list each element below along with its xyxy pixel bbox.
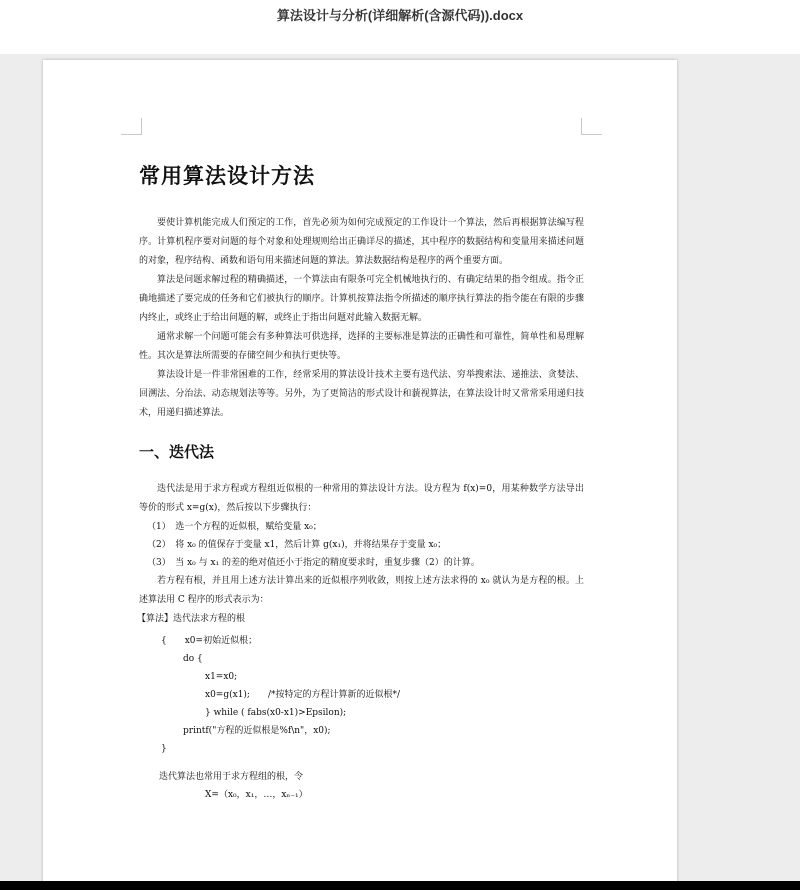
document-heading: 常用算法设计方法 bbox=[139, 163, 315, 188]
document-title: 算法设计与分析(详细解析(含源代码)).docx bbox=[276, 8, 524, 23]
intro-paragraph: 算法是问题求解过程的精确描述，一个算法由有限条可完全机械地执行的、有确定结果的指令组成。指令正确地描述了要完成的任务和它们被执行的顺序。计算机按算法指令所描述的顺序执行算法的指令能在有限的步骤内终止，或终止于给出问题的解，或终止于指出问题对此输入数据无解。 bbox=[139, 275, 584, 323]
document-page bbox=[43, 60, 677, 890]
intro-paragraph: 要使计算机能完成人们预定的工作，首先必须为如何完成预定的工作设计一个算法，然后再根据算法编写程序。计算机程序要对问题的每个对象和处理规则给出正确详尽的描述，其中程序的数据结构和变量用来描述问题的对象，程序结构、函数和语句用来描述问题的算法。算法数据结构是程序的两个重要方面。 bbox=[139, 218, 584, 266]
formula-line: X=（x₀，x₁，…，xₙ₋₁） bbox=[205, 790, 308, 800]
intro-paragraph: 算法设计是一件非常困难的工作，经常采用的算法设计技术主要有迭代法、穷举搜索法、递推法、贪婪法、回溯法、分治法、动态规划法等等。另外，为了更简洁的形式设计和藐视算法，在算法设计时又常常采用递归技术，用递归描述算法。 bbox=[139, 370, 584, 418]
section-paragraph: 若方程有根，并且用上述方法计算出来的近似根序列收敛，则按上述方法求得的 x₀ 就认为是方程的根。上述算法用 C 程序的形式表示为： bbox=[139, 576, 584, 605]
section-heading: 一、迭代法 bbox=[139, 443, 215, 461]
code-line: } bbox=[161, 744, 167, 754]
bottom-bar bbox=[0, 881, 800, 890]
code-line: x0=g(x1); /*按特定的方程计算新的近似根*/ bbox=[205, 690, 401, 700]
margin-marker-right bbox=[581, 118, 602, 135]
step-item: （2） 将 x₀ 的值保存于变量 x1，然后计算 g(x₁)，并将结果存于变量 x₀； bbox=[147, 540, 447, 550]
step-item: （3） 当 x₀ 与 x₁ 的差的绝对值还小于指定的精度要求时，重复步骤（2）的计算。 bbox=[147, 558, 480, 568]
code-line: } while ( fabs(x0-x1)>Epsilon); bbox=[205, 708, 347, 718]
code-line: printf("方程的近似根是%f\n"，x0); bbox=[183, 726, 331, 736]
code-line: x1=x0; bbox=[205, 672, 238, 682]
section-paragraph: 迭代法是用于求方程或方程组近似根的一种常用的算法设计方法。设方程为 f(x)=0，用某种数学方法导出等价的形式 x=g(x)，然后按以下步骤执行： bbox=[139, 484, 584, 513]
step-item: （1） 选一个方程的近似根，赋给变量 x₀； bbox=[147, 522, 322, 532]
code-line: { x0=初始近似根； bbox=[161, 636, 258, 646]
section-paragraph: 迭代算法也常用于求方程组的根，令 bbox=[159, 772, 304, 782]
margin-marker-left bbox=[121, 118, 142, 135]
algorithm-label: 【算法】迭代法求方程的根 bbox=[137, 614, 246, 624]
intro-paragraph: 通常求解一个问题可能会有多种算法可供选择，选择的主要标准是算法的正确性和可靠性，简单性和易理解性。其次是算法所需要的存储空间少和执行更快等。 bbox=[139, 332, 584, 361]
title-bar bbox=[0, 0, 800, 54]
code-line: do { bbox=[183, 654, 203, 664]
document-body bbox=[139, 160, 584, 804]
